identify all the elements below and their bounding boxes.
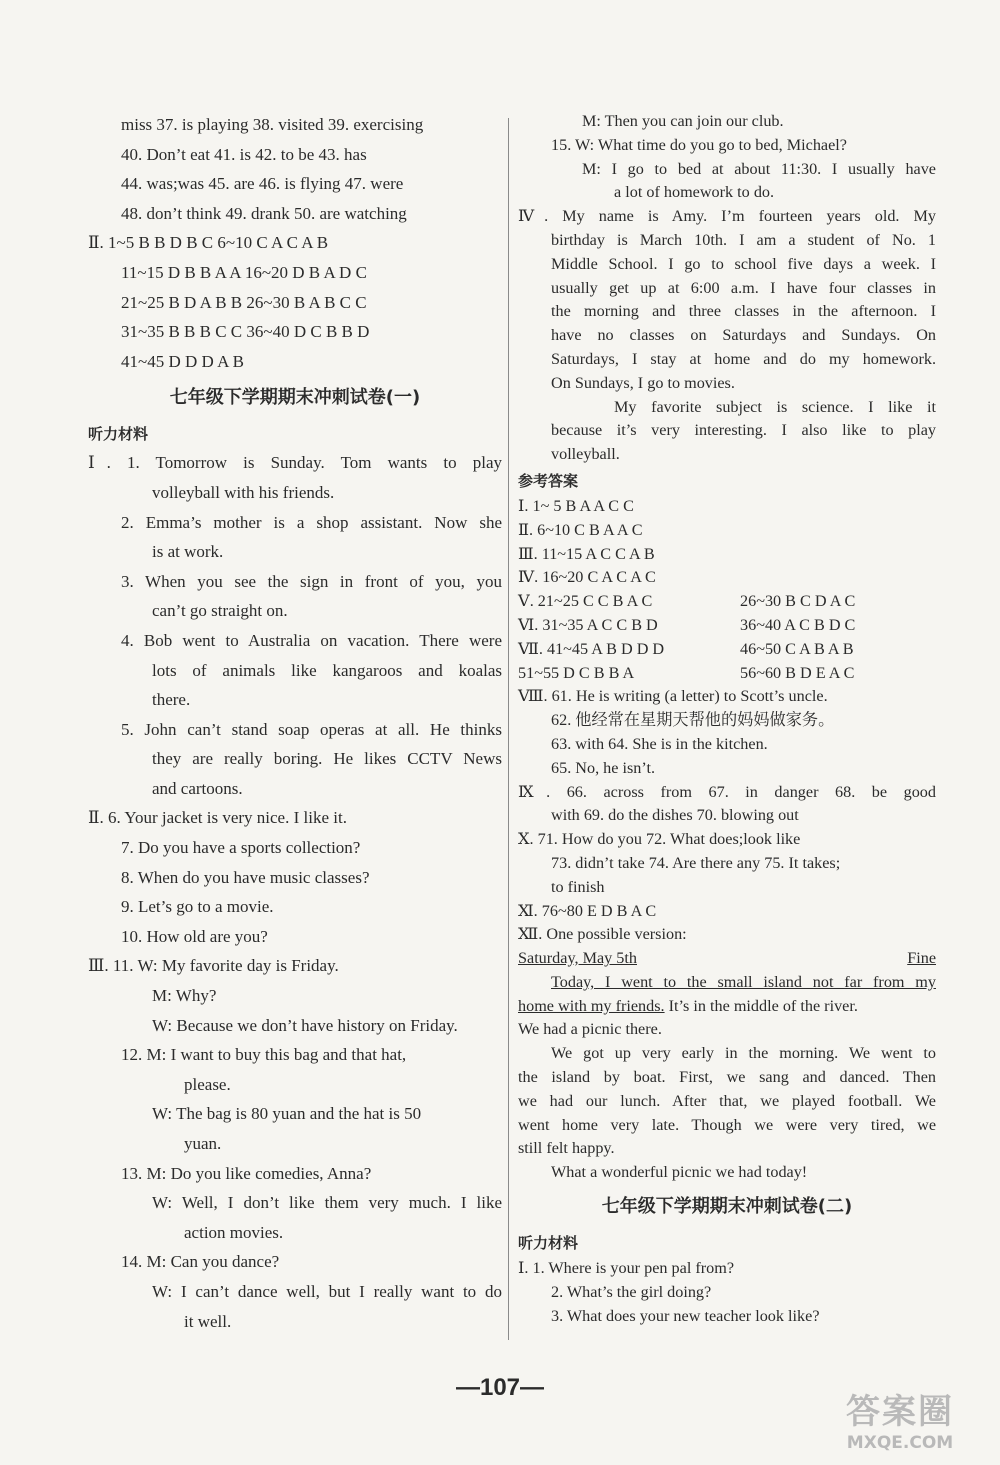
text-line: lots of animals like kangaroos and koalas [152,660,502,680]
text-line: Ⅹ. 71. How do you 72. What does;look like [518,830,801,849]
text-line: W: I can’t dance well, but I really want to do [152,1281,502,1301]
essay-text: It’s in the middle of the river. [664,996,858,1015]
text-line: Ⅰ. 1. Tomorrow is Sunday. Tom wants to play [88,453,502,473]
essay-line: We got up very early in the morning. We went to [551,1044,936,1063]
answer-row [518,543,936,567]
left-column [88,110,502,1336]
listening-material-2 [518,1257,936,1328]
text-line: 63. with 64. She is in the kitchen. [551,734,768,753]
listening-material [88,448,502,1336]
text-line: 2. What’s the girl doing? [551,1282,712,1301]
text-line: W: Well, I don’t like them very much. I like [152,1193,502,1213]
essay-line: the island by boat. First, we sang and danced. Then [518,1068,936,1087]
text-line: is at work. [152,542,224,562]
text-line: birthday is March 10th. I am a student of No. 1 [551,230,936,249]
text-line: 8. When do you have music classes? [121,867,370,887]
text-line: 48. don’t think 49. drank 50. are watching [121,203,407,223]
text-line: On Sundays, I go to movies. [551,373,735,392]
text-line: 14. M: Can you dance? [121,1252,280,1272]
text-line: Ⅱ. 1~5 B B D B C 6~10 C A C A B [88,233,329,253]
answer-group: 46~50 C A B A B [740,639,854,658]
answer-row [518,519,936,543]
text-line: Ⅷ. 61. He is writing (a letter) to Scott’s uncle. [518,687,828,706]
column-divider [508,118,509,1340]
answer-key-continued [518,685,936,947]
essay-line [518,995,936,1019]
text-line: usually get up at 6:00 a.m. I have four classes in [551,278,936,297]
answers-continued [88,110,502,376]
text-line: to finish [551,877,605,896]
text-line: 10. How old are you? [121,926,268,946]
text-line: Ⅳ. My name is Amy. I’m fourteen years old. My [518,207,936,226]
text-line: M: Why? [152,986,217,1006]
answer-group: Ⅵ. 31~35 A C C B D [518,615,658,634]
text-line: 41~45 D D D A B [121,351,245,371]
essay-underlined: home with my friends. [518,996,665,1015]
essay-line [518,971,936,995]
text-line: volleyball. [551,445,620,464]
text-line: My favorite subject is science. I like it [614,397,936,416]
essay-underlined: Today, I went to the small island not far from my [551,972,936,991]
essay-line: still felt happy. [518,1139,615,1158]
text-line: miss 37. is playing 38. visited 39. exercising [121,115,424,134]
text-line: 62. 他经常在星期天帮他的妈妈做家务。 [551,711,835,730]
text-line: 73. didn’t take 74. Are there any 75. It takes; [551,853,841,872]
text-line: W: The bag is 80 yuan and the hat is 50 [152,1104,422,1124]
text-line: Middle School. I go to school five days a week. I [551,254,936,273]
watermark [814,1384,986,1453]
text-line: Ⅻ. One possible version: [518,925,687,944]
text-line: 2. Emma’s mother is a shop assistant. Now she [121,512,502,532]
listening-label-2: 听力材料 [518,1234,579,1253]
essay-paragraph [518,1042,936,1185]
text-line: W: Because we don’t have history on Friday. [152,1015,458,1035]
answer-key [518,495,936,685]
text-line: Ⅺ. 76~80 E D B A C [518,901,657,920]
listening-label: 听力材料 [88,425,149,444]
text-line: 44. was;was 45. are 46. is flying 47. were [121,174,404,194]
listening-material-continued [518,110,936,467]
text-line: 3. What does your new teacher look like? [551,1306,820,1325]
text-line: yuan. [184,1134,222,1153]
text-line: they are really boring. He likes CCTV News [152,749,502,769]
essay-line: went home very late. Though we were very tired, we [518,1115,936,1134]
text-line: Ⅱ. 6. Your jacket is very nice. I like it. [88,808,347,828]
text-line: can’t go straight on. [152,601,288,621]
answer-group: 56~60 B D E A C [740,663,855,682]
text-line: action movies. [184,1222,284,1242]
section-heading-2: 七年级下学期期末冲刺试卷(二) [601,1196,853,1218]
text-line: 12. M: I want to buy this bag and that hat, [121,1045,407,1065]
text-line: 11~15 D B B A A 16~20 D B A D C [121,262,367,282]
answer-label: 参考答案 [518,471,579,490]
text-line: because it’s very interesting. I also like to play [551,421,936,440]
text-line: 9. Let’s go to a movie. [121,897,274,917]
watermark-logo: 答案圈 [846,1392,954,1432]
page-number: —107— [455,1374,545,1401]
answer-group: 36~40 A C B D C [740,615,856,634]
answer-row [518,566,936,590]
answer-group: 51~55 D C B B A [518,663,635,682]
text-line: 4. Bob went to Australia on vacation. There were [121,630,502,650]
text-line: Ⅲ. 11. W: My favorite day is Friday. [88,956,339,976]
essay [518,947,936,1185]
answer-row [518,638,936,662]
answer-group: Ⅳ. 16~20 C A C A C [518,568,656,587]
answer-group: Ⅴ. 21~25 C C B A C [518,592,653,611]
answer-row [518,614,936,638]
text-line: please. [184,1074,231,1094]
essay-weather: Fine [907,949,936,968]
right-column [518,110,936,1328]
text-line: 65. No, he isn’t. [551,758,656,777]
text-line: and cartoons. [152,778,243,798]
text-line: the morning and three classes in the afternoon. I [551,302,936,321]
essay-header-line [518,947,936,971]
section-heading-1: 七年级下学期期末冲刺试卷(一) [169,387,421,409]
text-line: M: Then you can join our club. [582,112,784,130]
essay-date: Saturday, May 5th [518,949,637,968]
essay-line: We had a picnic there. [518,1020,662,1039]
text-line: 31~35 B B B C C 36~40 D C B B D [121,322,370,342]
watermark-url: MXQE.COM [846,1433,954,1453]
text-line: it well. [184,1311,232,1331]
text-line: 13. M: Do you like comedies, Anna? [121,1163,372,1183]
answer-group: Ⅰ. 1~ 5 B A A C C [518,496,634,515]
text-line: a lot of homework to do. [614,183,775,202]
answer-group: Ⅲ. 11~15 A C C A B [518,544,655,563]
text-line: have no classes on Saturdays and Sundays. On [551,326,936,345]
text-line: 40. Don’t eat 41. is 42. to be 43. has [121,144,367,164]
answer-row [518,590,936,614]
text-line: volleyball with his friends. [152,482,335,502]
answer-group: Ⅱ. 6~10 C B A A C [518,520,643,539]
text-line: Ⅸ. 66. across from 67. in danger 68. be good [518,782,936,801]
text-line: M: I go to bed at about 11:30. I usually have [582,159,936,178]
text-line: 3. When you see the sign in front of you, you [121,571,502,591]
text-line: 21~25 B D A B B 26~30 B A B C C [121,292,367,312]
essay-line: we had our lunch. After that, we played football. We [518,1091,936,1110]
text-line: there. [152,690,191,710]
essay-line: What a wonderful picnic we had today! [551,1163,808,1182]
answer-row [518,495,936,519]
answer-group: Ⅶ. 41~45 A B D D D [518,639,665,658]
answer-group: 26~30 B C D A C [740,592,856,611]
text-line: 5. John can’t stand soap operas at all. He thinks [121,719,502,739]
text-line: with 69. do the dishes 70. blowing out [551,806,799,825]
text-line: Ⅰ. 1. Where is your pen pal from? [518,1259,735,1278]
text-line: 15. W: What time do you go to bed, Michael? [551,135,847,154]
text-line: 7. Do you have a sports collection? [121,838,361,858]
answer-row [518,662,936,686]
text-line: Saturdays, I stay at home and do my homework. [551,349,936,368]
